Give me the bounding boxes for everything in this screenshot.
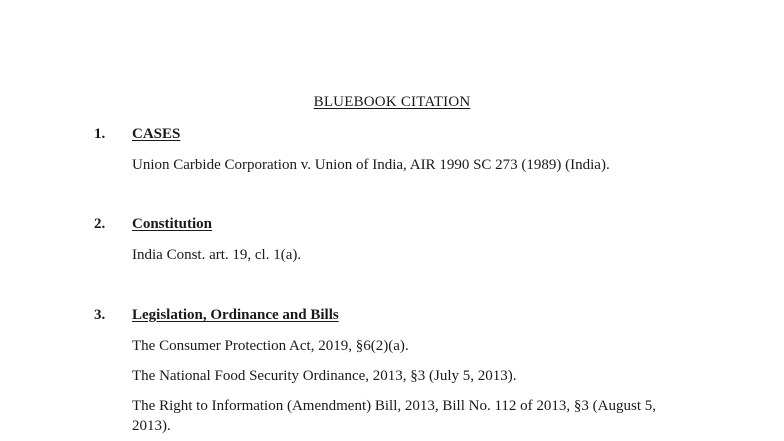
citation-entry: The Right to Information (Amendment) Bill, 2013, Bill No. 112 of 2013, §3 (August 5, 2013). xyxy=(132,398,656,434)
citation-entry: The Consumer Protection Act, 2019, §6(2)(a). xyxy=(132,338,409,354)
section-number-legislation: 3. xyxy=(94,307,106,323)
document-title: BLUEBOOK CITATION xyxy=(313,94,471,110)
citation-entry: The National Food Security Ordinance, 2013, §3 (July 5, 2013). xyxy=(132,368,517,384)
section-heading-constitution: Constitution xyxy=(132,216,213,232)
citation-entry: Union Carbide Corporation v. Union of India, AIR 1990 SC 273 (1989) (India). xyxy=(132,157,610,173)
section-number-constitution: 2. xyxy=(94,216,106,232)
section-number-cases: 1. xyxy=(94,126,106,142)
section-heading-cases: CASES xyxy=(132,126,181,142)
section-heading-legislation: Legislation, Ordinance and Bills xyxy=(132,307,339,323)
citation-entry: India Const. art. 19, cl. 1(a). xyxy=(132,247,302,263)
